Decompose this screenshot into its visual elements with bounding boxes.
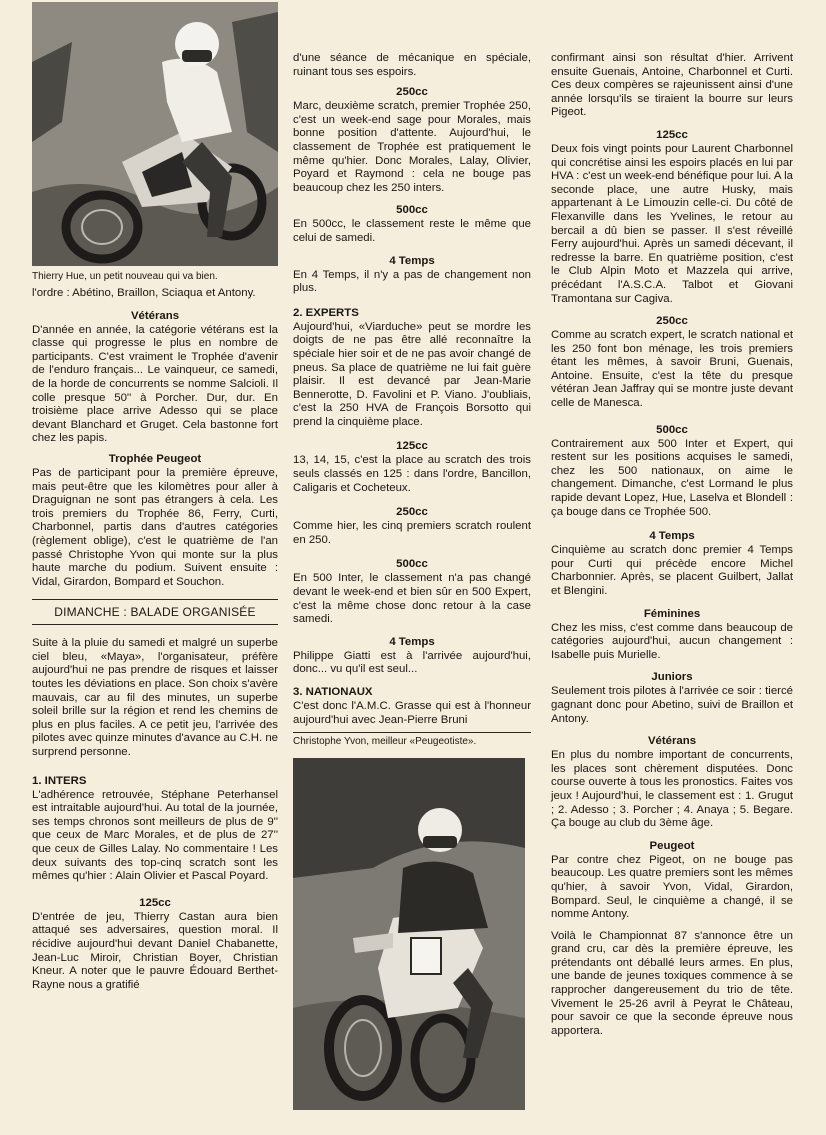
section-heading: 4 Temps [389, 254, 435, 267]
divider [32, 624, 278, 625]
paragraph: En 4 Temps, il n'y a pas de changement non plus. [293, 268, 531, 295]
paragraph: D'année en année, la catégorie vétérans est la classe qui progresse le plus en nombre de participants. C'est vraiment le Trophée d'avenir de l'enduro français... Le vainqueur, ce samedi, de la horde de concurrents se nomme Salcioli. Il colle presque 50'' à Porcher. Dur, dur. En troisième place arrive Adesso qui se place devant Blanchard et Gruget. Cela bastonne fort chez les papis. [32, 323, 278, 445]
rider-photo-yvon [293, 758, 525, 1110]
section-banner: DIMANCHE : BALADE ORGANISÉE [54, 605, 256, 620]
paragraph: Aujourd'hui, «Viarduche» peut se mordre les doigts de ne pas être allé reconnaître la spéciale hier soir et de ne pas avoir changé de pneus. Sa place de quatrième ne lui fait guère plaisir. Il est devancé par Jean-Marie Bennerotte, D. Favolini et P. Viano. J'oubliais, c'est la 250 HVA de François Borsotto qui prend la cinquième place. [293, 320, 531, 428]
paragraph: Pas de participant pour la première épreuve, mais peut-être que les kilomètres pour aller à Draguignan ne sont pas étrangers à cela. Les trois premiers du Trophée 86, Ferry, Curti, Charbonnel, partis dans d'autres catégories (règlement oblige), c'est le quatrième de l'an passé Christophe Yvon qui monte sur la plus haute marche du podium. Suivent ensuite : Vidal, Girardon, Bompard et Souchon. [32, 466, 278, 588]
section-heading: 4 Temps [389, 635, 435, 648]
section-heading: 250cc [396, 506, 428, 519]
section-heading: Trophée Peugeot [108, 452, 202, 465]
paragraph: Contrairement aux 500 Inter et Expert, qui restent sur les positions acquises le samedi, chez les 500 nationaux, on aime le changement. Dimanche, c'est Lormand le plus rapide devant Lopez, Hue, Laselva et Blondell : ça bouge dans ce Trophée 500. [551, 437, 793, 518]
column-3 [551, 52, 793, 1038]
rider-photo-hue [32, 2, 278, 266]
enduro-rider-icon [293, 758, 525, 1110]
paragraph: Seulement trois pilotes à l'arrivée ce soir : tiercé gagnant donc pour Abetino, suivi de Braillon et Antony. [551, 685, 793, 725]
paragraph: En 500cc, le classement reste le même que celui de samedi. [293, 218, 531, 244]
paragraph: Par contre chez Pigeot, on ne bouge pas beaucoup. Les quatre premiers sont les mêmes qu'hier, à savoir Yvon, Vidal, Girardon, Bompard. Seul, le cinquième a changé, il se nomme Antony. [551, 853, 793, 921]
paragraph: Cinquième au scratch donc premier 4 Temps pour Curti qui précède encore Michel Charbonnier. Après, se placent Guilbert, Jallat et Blengini. [551, 544, 793, 597]
paragraph: d'une séance de mécanique en spéciale, ruinant tous ses espoirs. [293, 52, 531, 78]
section-heading: 2. EXPERTS [293, 306, 359, 319]
section-heading: 250cc [396, 86, 428, 99]
section-heading: 500cc [396, 204, 428, 217]
section-heading: 1. INTERS [32, 774, 87, 787]
section-heading: 125cc [396, 440, 428, 453]
section-heading: 250cc [656, 315, 688, 328]
section-heading: 125cc [139, 896, 171, 909]
paragraph: Comme au scratch expert, le scratch national et les 250 font bon ménage, les trois premiers étant les mêmes, à savoir Bruni, Guenais, Antoine. Ensuite, c'est la tête du presque vétéran Jean Jaffray qui se montre juste devant celle de Manesca. [551, 329, 793, 410]
section-heading: Juniors [651, 671, 693, 684]
divider [293, 732, 531, 733]
paragraph: 13, 14, 15, c'est la place au scratch des trois seuls classés en 125 : dans l'ordre, Bancillon, Caligaris et Cocheteux. [293, 454, 531, 494]
photo-caption-2: Christophe Yvon, meilleur «Peugeotiste». [293, 736, 477, 748]
paragraph: Deux fois vingt points pour Laurent Charbonnel qui concrétise ainsi les espoirs placés en lui par HVA : c'est un week-end bénéfique pour lui. A la seconde place, une autre Husky, mais appartenant à Le Limouzin celle-ci. Du côté de Flexanville dans les Yvelines, le retour au bercail a dû bien se passer. Il s'est réveillé Ferry aujourd'hui. Après un samedi décevant, il redresse la barre. En quatrième position, c'est le Club Alpin Moto et Mazzela qui arrive, précédant l'A.S.C.A. Talbot et Giovani Tramontana sur Cagiva. [551, 142, 793, 305]
paragraph: Comme hier, les cinq premiers scratch roulent en 250. [293, 520, 531, 546]
section-heading: 500cc [656, 423, 688, 436]
paragraph: L'adhérence retrouvée, Stéphane Peterhansel est intraitable aujourd'hui. Au total de la journée, ses temps chronos sont meilleurs de plus de 9'' que ceux de Marc Morales, et de plus de 27'' que ceux de Gilles Lalay. No commentaire ! Les deux suivants des top-cinq scratch sont les mêmes qu'hier : Alain Olivier et Pascal Poyard. [32, 788, 278, 883]
column-1 [32, 0, 278, 992]
section-heading: 500cc [396, 558, 428, 571]
paragraph: Marc, deuxième scratch, premier Trophée 250, c'est un week-end sage pour Morales, mais bonne position d'attente. Aujourd'hui, le classement de Trophée est pratiquement le même qu'hier. Donc Morales, Lalay, Olivier, Poyard et Raymond : cela ne bouge pas beaucoup chez les 250 inters. [293, 100, 531, 194]
motocross-rider-icon [32, 2, 278, 266]
paragraph: confirmant ainsi son résultat d'hier. Arrivent ensuite Guenais, Antoine, Charbonnel et Curti. Ces deux compères se rajeunissent ainsi d'une année lorsqu'ils se tiraient la bourre sur leurs Pigeot. [551, 52, 793, 119]
paragraph: En plus du nombre important de concurrents, les places sont chèrement disputées. Donc course ouverte à tous les pronostics. Faites vos jeux ! Aujourd'hui, le classement est : 1. Grugut ; 2. Adesso ; 3. Porcher ; 4. Anaya ; 5. Begare. Ça bouge au club du 3ème âge. [551, 749, 793, 830]
section-heading: Vétérans [647, 735, 697, 748]
paragraph: C'est donc l'A.M.C. Grasse qui est à l'honneur aujourd'hui avec Jean-Pierre Bruni [293, 700, 531, 726]
paragraph: En 500 Inter, le classement n'a pas changé devant le week-end et bien sûr en 500 Expert, c'est la même chose donc retour à la case samedi. [293, 572, 531, 626]
photo-caption-1: Thierry Hue, un petit nouveau qui va bien. [32, 271, 218, 282]
paragraph: Suite à la pluie du samedi et malgré un superbe ciel bleu, «Maya», l'organisateur, préfère aujourd'hui ne pas prendre de risques et laisser toutes les déviations en place. Son choix s'avère mauvais, car au fil des minutes, un superbe soleil brille sur la région et rend les chemins de plus en plus faciles. A ce petit jeu, l'arrivée des pilotes avec quinze minutes d'avance au C.H. ne surprend personne. [32, 637, 278, 759]
paragraph: D'entrée de jeu, Thierry Castan aura bien attaqué ses adversaires, question moral. Il récidive aujourd'hui devant Daniel Chabanette, Jean-Luc Miroir, Christian Boyer, Christian Kneur. A noter que le pauvre Édouard Berthet-Rayne nous a gratifié [32, 910, 278, 991]
paragraph: Philippe Giatti est à l'arrivée aujourd'hui, donc... vu qu'il est seul... [293, 649, 531, 676]
section-heading: 3. NATIONAUX [293, 686, 373, 698]
section-heading: Vétérans [130, 309, 180, 322]
section-heading: 125cc [656, 128, 688, 141]
column-2 [293, 52, 531, 1110]
paragraph: Voilà le Championnat 87 s'annonce être un grand cru, car dès la première épreuve, les prétendants ont déballé leurs armes. En plus, une bande de jeunes toxiques commence à se rapprocher dangereusement du trio de tête. Vivement le 25-26 avril à Peyrat le Château, pour savoir ce que la seconde épreuve nous apportera. [551, 929, 793, 1037]
section-heading: 4 Temps [649, 530, 695, 543]
paragraph: l'ordre : Abétino, Braillon, Sciaqua et Antony. [32, 287, 256, 299]
section-heading: Peugeot [649, 839, 695, 852]
section-heading: Féminines [643, 607, 701, 620]
paragraph: Chez les miss, c'est comme dans beaucoup de catégories aujourd'hui, aucun changement : Isabelle puis Murielle. [551, 621, 793, 661]
